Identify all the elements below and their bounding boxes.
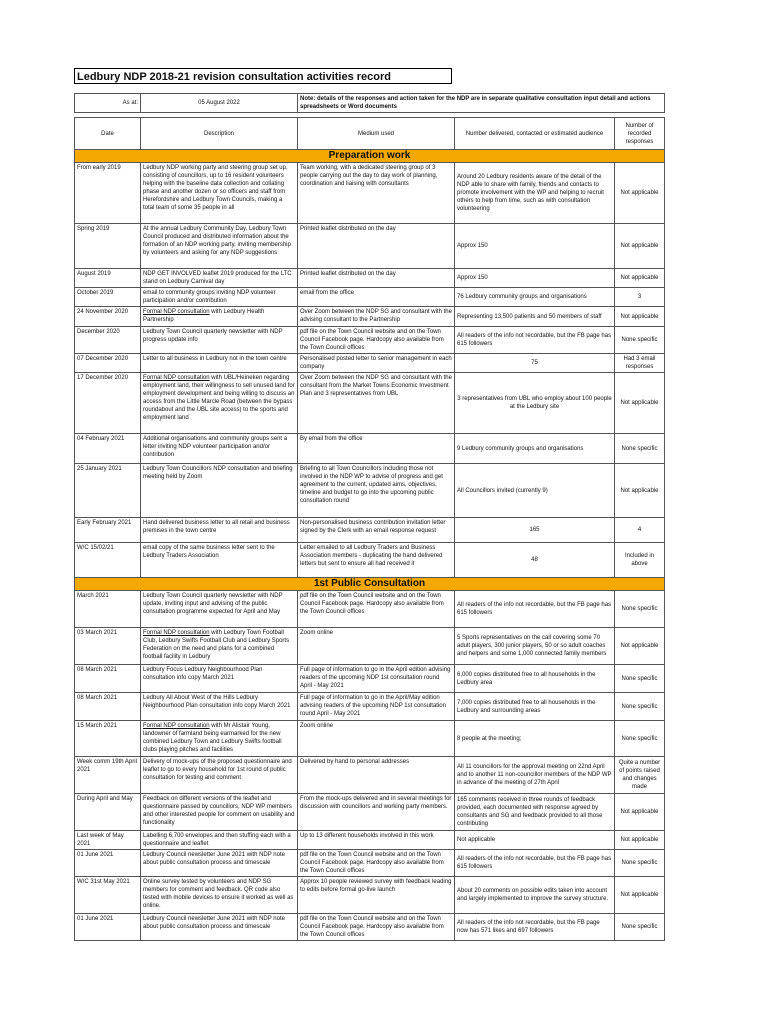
section-title: 1st Public Consultation: [75, 578, 665, 591]
cell-delivered: 8 people at the meeting;: [455, 721, 615, 757]
cell-medium: pdf file on the Town Council website and on the Town Council Facebook page. Hardcopy also available from the Town Council offices: [298, 591, 455, 628]
description-text: Ledbury All About West of the Hills Ledbury Neighbourhood Plan consultation info copy March 2021: [143, 695, 291, 709]
table-row: [75, 224, 665, 269]
cell-delivered: 165: [455, 518, 615, 543]
cell-responses: None specific: [615, 850, 665, 877]
note: Note: details of the responses and action taken for the NDP are in separate qualitative consultation input detail and actions spreadsheets or Word documents: [298, 94, 665, 113]
cell-responses: Quite a number of points raised and changes made: [615, 757, 665, 794]
description-text: Feedback on different versions of the leaflet and questionnaire passed by councillors, NDP WP members and other interested people for comment on usability and functionality: [143, 796, 295, 826]
table-row: [75, 914, 665, 941]
cell-medium: Non-personalised business contribution invitation letter signed by the Clerk with an email response request: [298, 518, 455, 543]
header-row: [75, 118, 665, 150]
cell-delivered: 5 Sports representatives on the call covering some 70 adult players, 300 junior players, 50 or so adult coaches and helpers and some 1,000 connected family members: [455, 628, 615, 665]
description-text: with Ledbury Health Partnership: [143, 309, 265, 323]
cell-delivered: All readers of the info not recordable, but the FB page has 615 followers: [455, 850, 615, 877]
cell-medium: Delivered by hand to personal addresses: [298, 757, 455, 794]
description-text: with Ledbury Town Football Club, Ledbury Swifts Football Club and Ledbury Sports Federation on the need and plans for a combined football facility in Ledbury: [143, 630, 290, 660]
cell-date: 07 December 2020: [75, 354, 141, 373]
cell-description: [141, 850, 298, 877]
cell-responses: Included in above: [615, 543, 665, 578]
table-row: [75, 434, 665, 464]
cell-date: 04 February 2021: [75, 434, 141, 464]
cell-date: October 2019: [75, 288, 141, 307]
description-text: Hand delivered business letter to all retail and business premises in the town centre: [143, 520, 290, 534]
cell-medium: pdf file on the Town Council website and on the Town Council Facebook page. Hardcopy also available from the Town Council offices: [298, 850, 455, 877]
cell-medium: Zoom online: [298, 721, 455, 757]
as-at-table: [74, 93, 665, 113]
cell-description: [141, 163, 298, 224]
cell-medium: Team working, with a dedicated steering group of 3 people carrying out the day to day work of planning, coordination and liaising with consultants: [298, 163, 455, 224]
cell-delivered: All Councillors invited (currently 9): [455, 464, 615, 518]
col-header-date: Date: [75, 118, 141, 150]
section-title: Preparation work: [75, 150, 665, 163]
cell-date: 25 January 2021: [75, 464, 141, 518]
description-text: Ledbury Town Council quarterly newsletter with NDP update, inviting input and advising of the public consultation programme expected for April and May: [143, 593, 283, 615]
cell-date: W/C 31st May 2021: [75, 877, 141, 914]
cell-delivered: 3 representatives from UBL who employ about 100 people at the Ledbury site: [455, 373, 615, 434]
table-row: [75, 163, 665, 224]
table-row: [75, 850, 665, 877]
section-row: [75, 578, 665, 591]
cell-date: 17 December 2020: [75, 373, 141, 434]
cell-responses: Not applicable: [615, 794, 665, 831]
col-header-medium: Medium used: [298, 118, 455, 150]
cell-medium: From the mock-ups delivered and in several meetings for discussion with councillors and working party members.: [298, 794, 455, 831]
table-row: [75, 354, 665, 373]
cell-medium: Briefing to all Town Councillors including those not involved in the NDP WP to advise of progress and get agreement to the current, updated aims, objectives, timeline and budget to go into the upcoming public consultation round: [298, 464, 455, 518]
cell-date: December 2020: [75, 327, 141, 354]
cell-date: During April and May: [75, 794, 141, 831]
cell-delivered: About 20 comments on possible edits taken into account and largely implemented to improve the survey structure.: [455, 877, 615, 914]
table-row: [75, 543, 665, 578]
cell-delivered: Representing 13,500 patients and 50 members of staff: [455, 307, 615, 327]
cell-medium: pdf file on the Town Council website and on the Town Council Facebook page. Hardcopy also available from the Town Council offices: [298, 327, 455, 354]
description-text: with Mr Alistair Young, landowner of farmland being earmarked for the new combined Ledbury Town and Ledbury Swifts football clubs playing pitches and facilities: [143, 723, 282, 753]
description-text: email to community groups inviting NDP volunteer participation and/or contribution: [143, 290, 276, 304]
formal-consultation-label: Formal NDP consultation: [143, 630, 210, 636]
cell-description: [141, 518, 298, 543]
cell-responses: Not applicable: [615, 628, 665, 665]
section-row: [75, 150, 665, 163]
cell-medium: Letter emailed to all Ledbury Traders and Business Association members - duplicating the hand delivered letters but sent to ensure all had received it: [298, 543, 455, 578]
description-text: email copy of the same business letter sent to the Ledbury Traders Association: [143, 545, 275, 559]
cell-delivered: Approx 150: [455, 269, 615, 288]
cell-responses: None specific: [615, 327, 665, 354]
cell-description: [141, 877, 298, 914]
cell-description: [141, 543, 298, 578]
description-text: Ledbury Town Councillors NDP consultation and briefing meeting held by Zoom: [143, 466, 293, 480]
cell-description: [141, 354, 298, 373]
cell-responses: None specific: [615, 721, 665, 757]
table-row: [75, 693, 665, 721]
cell-description: [141, 721, 298, 757]
description-text: Letter to all business in Ledbury not in the town centre: [143, 356, 287, 362]
cell-medium: Over Zoom between the NDP SG and consultant with the advising consultant to the Partnership: [298, 307, 455, 327]
description-text: Delivery of mock-ups of the proposed questionnaire and leaflet to go to every household for 1st round of public consultation for testing and comment: [143, 759, 292, 781]
description-text: Ledbury NDP working party and steering group set up, consisting of councillors, up to 16 resident volunteers helping with the baseline data collection and collating phase and another dozen or so officers and staff from Herefordshire and Ledbury Town Councils, making a total team of some 35 people in all: [143, 165, 288, 211]
table-row: [75, 373, 665, 434]
cell-description: [141, 914, 298, 941]
cell-medium: Full page of information to go in the April edition advising readers of the upcoming NDP 1st consultation round April - May 2021: [298, 665, 455, 693]
cell-responses: 4: [615, 518, 665, 543]
cell-description: [141, 628, 298, 665]
cell-description: [141, 307, 298, 327]
description-text: NDP GET INVOLVED leaflet 2019 produced for the LTC stand on Ledbury Carnival day: [143, 271, 292, 285]
cell-description: [141, 269, 298, 288]
table-row: [75, 464, 665, 518]
cell-description: [141, 693, 298, 721]
cell-date: 08 March 2021: [75, 693, 141, 721]
cell-date: August 2019: [75, 269, 141, 288]
cell-delivered: All readers of the info not recordable, but the FB page has 615 followers: [455, 327, 615, 354]
cell-responses: None specific: [615, 434, 665, 464]
cell-description: [141, 434, 298, 464]
cell-date: Last week of May 2021: [75, 831, 141, 850]
cell-date: 08 March 2021: [75, 665, 141, 693]
description-text: with UBL/Heineken regarding employment land, their willingness to sell unused land for employment development and being willing to discuss an access from the Little Marcle Road (between the bypass roundabout and the UBL site access) to the sports and employment land: [143, 375, 295, 421]
cell-medium: Zoom online: [298, 628, 455, 665]
table-row: [75, 877, 665, 914]
cell-description: [141, 327, 298, 354]
cell-medium: Personalised posted letter to senior management in each company: [298, 354, 455, 373]
cell-medium: By email from the office: [298, 434, 455, 464]
cell-responses: Not applicable: [615, 269, 665, 288]
col-header-responses: Number of recorded responses: [615, 118, 665, 150]
cell-delivered: All 11 councillors for the approval meeting on 22nd April and to another 11 non-councillor members of the NDP WP in advance of the meeting of 27th April: [455, 757, 615, 794]
cell-medium: Approx 10 people reviewed survey with feedback leading to edits before formal go-live launch: [298, 877, 455, 914]
cell-delivered: Not applicable: [455, 831, 615, 850]
cell-responses: Not applicable: [615, 307, 665, 327]
cell-responses: Not applicable: [615, 831, 665, 850]
cell-responses: None specific: [615, 591, 665, 628]
description-text: Online survey tested by volunteers and NDP SG members for comment and feedback. QR code also tested with mobile devices to ensure it worked as well as online.: [143, 879, 294, 909]
description-text: Additional organisations and community groups sent a letter inviting NDP volunteer participation and/or contribution: [143, 436, 288, 458]
cell-date: Spring 2019: [75, 224, 141, 269]
cell-medium: Full page of information to go in the April/May edition advising readers of the upcoming NDP 1st consultation round April - May 2021: [298, 693, 455, 721]
cell-delivered: 75: [455, 354, 615, 373]
description-text: Ledbury Town Council quarterly newsletter with NDP progress update info: [143, 329, 283, 343]
cell-delivered: 165 comments received in three rounds of feedback provided, each documented with response agreed by consultants and SG and feedback provided to all those contributing: [455, 794, 615, 831]
cell-delivered: 76 Ledbury community groups and organisations: [455, 288, 615, 307]
table-row: [75, 307, 665, 327]
table-row: [75, 288, 665, 307]
cell-description: [141, 665, 298, 693]
cell-description: [141, 591, 298, 628]
cell-delivered: 9 Ledbury community groups and organisations: [455, 434, 615, 464]
cell-responses: Had 3 email responses: [615, 354, 665, 373]
cell-date: 03 March 2021: [75, 628, 141, 665]
cell-delivered: 7,000 copies distributed free to all households in the Ledbury and surrounding areas: [455, 693, 615, 721]
table-row: [75, 327, 665, 354]
description-text: Ledbury Council newsletter June 2021 with NDP note about public consultation process and timescale: [143, 852, 285, 866]
cell-responses: Not applicable: [615, 877, 665, 914]
formal-consultation-label: Formal NDP consultation: [143, 375, 210, 381]
activities-table: [74, 117, 665, 941]
cell-medium: email from the office: [298, 288, 455, 307]
table-row: [75, 628, 665, 665]
table-row: [75, 269, 665, 288]
description-text: At the annual Ledbury Community Day, Ledbury Town Council produced and distributed information about the formation of an NDP working party, inviting membership by volunteers and asking for any NDP suggestions: [143, 226, 291, 256]
table-row: [75, 721, 665, 757]
cell-medium: Over Zoom between the NDP SG and consultant with the consultant from the Market Towns Economic Investment Plan and 3 representatives from UBL: [298, 373, 455, 434]
cell-date: Week comm 19th April 2021: [75, 757, 141, 794]
cell-responses: Not applicable: [615, 464, 665, 518]
as-at-label: As at:: [75, 94, 141, 113]
formal-consultation-label: Formal NDP consultation: [143, 723, 210, 729]
as-at-date: 05 August 2022: [141, 94, 298, 113]
cell-delivered: Approx 150: [455, 224, 615, 269]
cell-description: [141, 831, 298, 850]
table-row: [75, 831, 665, 850]
description-text: Labelling 6,700 envelopes and then stuffing each with a questionnaire and leaflet: [143, 833, 291, 847]
cell-responses: None specific: [615, 914, 665, 941]
cell-date: 01 June 2021: [75, 914, 141, 941]
cell-medium: pdf file on the Town Council website and on the Town Council Facebook page. Hardcopy also available from the Town Council offices: [298, 914, 455, 941]
cell-responses: Not applicable: [615, 373, 665, 434]
cell-description: [141, 794, 298, 831]
cell-responses: None specific: [615, 693, 665, 721]
cell-medium: Printed leaflet distributed on the day: [298, 269, 455, 288]
formal-consultation-label: Formal NDP consultation: [143, 309, 210, 315]
cell-medium: Up to 13 different households involved in this work: [298, 831, 455, 850]
cell-delivered: Around 20 Ledbury residents aware of the detail of the NDP able to share with family, friends and contacts to promote involvement with the WP and helping to recruit others to help from time, such as with consultation volunteering: [455, 163, 615, 224]
cell-date: 15 March 2021: [75, 721, 141, 757]
cell-date: W/C 15/02/21: [75, 543, 141, 578]
cell-date: 01 June 2021: [75, 850, 141, 877]
col-header-description: Description: [141, 118, 298, 150]
cell-responses: Not applicable: [615, 224, 665, 269]
cell-description: [141, 464, 298, 518]
cell-medium: Printed leaflet distributed on the day: [298, 224, 455, 269]
table-row: [75, 757, 665, 794]
cell-description: [141, 224, 298, 269]
cell-delivered: 6,000 copies distributed free to all households in the Ledbury area: [455, 665, 615, 693]
table-row: [75, 665, 665, 693]
cell-date: From early 2019: [75, 163, 141, 224]
cell-responses: 3: [615, 288, 665, 307]
cell-responses: None specific: [615, 665, 665, 693]
cell-delivered: 48: [455, 543, 615, 578]
cell-date: Early February 2021: [75, 518, 141, 543]
table-row: [75, 794, 665, 831]
page-title: Ledbury NDP 2018-21 revision consultation activities record: [74, 68, 452, 84]
table-row: [75, 518, 665, 543]
cell-delivered: All readers of the info not recordable, but the FB page has 615 followers: [455, 591, 615, 628]
cell-responses: Not applicable: [615, 163, 665, 224]
cell-date: 24 November 2020: [75, 307, 141, 327]
cell-description: [141, 288, 298, 307]
col-header-delivered: Number delivered, contacted or estimated audience: [455, 118, 615, 150]
cell-date: March 2021: [75, 591, 141, 628]
description-text: Ledbury Council newsletter June 2021 with NDP note about public consultation process and timescale: [143, 916, 285, 930]
cell-delivered: All readers of the info not recordable, but the FB page now has 571 likes and 697 followers: [455, 914, 615, 941]
table-row: [75, 591, 665, 628]
description-text: Ledbury Focus Ledbury Neighbourhood Plan consultation info copy March 2021: [143, 667, 263, 681]
cell-description: [141, 373, 298, 434]
cell-description: [141, 757, 298, 794]
